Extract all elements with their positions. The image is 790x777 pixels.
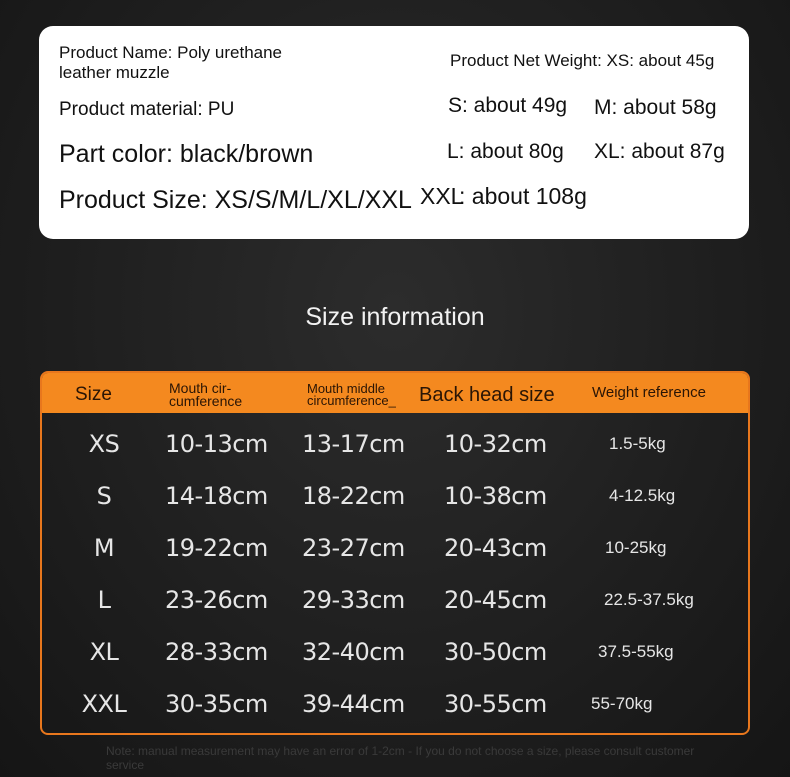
header-weight: Weight reference — [592, 384, 706, 401]
net-weight-title: Product Net Weight: XS: about 45g — [450, 51, 715, 70]
mouth-cell: 14-18cm — [165, 482, 268, 510]
product-name-line2: leather muzzle — [59, 63, 170, 82]
weight-xxl: : about 108g — [459, 183, 587, 209]
size-cell: S — [96, 482, 112, 510]
part-color: Part color: black/brown — [59, 140, 314, 168]
header-back-head: Back head size — [419, 384, 555, 406]
mouth-cell: 10-13cm — [165, 430, 268, 458]
weight-cell: 55-70kg — [591, 694, 653, 713]
size-cell: M — [93, 534, 115, 562]
back-cell: 20-43cm — [444, 534, 547, 562]
measurement-note: Note: manual measurement may have an error of 1-2cm - If you do not choose a size, please consult customer service — [106, 744, 695, 772]
weight-xl: XL: about 87g — [594, 140, 725, 163]
weight-cell: 4-12.5kg — [609, 486, 676, 505]
mouth-cell: 28-33cm — [165, 638, 268, 666]
mouth-cell: 30-35cm — [165, 690, 268, 718]
header-mouth-line2: cumference — [169, 393, 243, 409]
header-middle-line2: circumference_ — [307, 393, 396, 408]
size-cell: XXL — [81, 690, 127, 718]
middle-cell: 23-27cm — [302, 534, 405, 562]
weight-cell: 10-25kg — [605, 538, 667, 557]
back-cell: 10-38cm — [444, 482, 547, 510]
weight-cell: 37.5-55kg — [598, 642, 674, 661]
header-size: Size — [75, 384, 112, 405]
size-table — [40, 371, 750, 735]
middle-cell: 18-22cm — [302, 482, 405, 510]
size-cell: XL — [89, 638, 119, 666]
size-cell: XS — [88, 430, 120, 458]
middle-cell: 39-44cm — [302, 690, 405, 718]
product-size: Product Size: XS/S/M/L/XL/XXL — [59, 186, 412, 214]
product-info-card — [39, 26, 749, 239]
size-cell: L — [97, 586, 111, 614]
middle-cell: 32-40cm — [302, 638, 405, 666]
back-cell: 30-50cm — [444, 638, 547, 666]
product-name-line1: Product Name: Poly urethane — [59, 43, 283, 62]
back-cell: 20-45cm — [444, 586, 547, 614]
weight-cell: 1.5-5kg — [609, 434, 666, 453]
mouth-cell: 23-26cm — [165, 586, 268, 614]
table-header — [42, 373, 748, 413]
middle-cell: 29-33cm — [302, 586, 405, 614]
weight-cell: 22.5-37.5kg — [604, 590, 694, 609]
back-cell: 30-55cm — [444, 690, 547, 718]
product-material: Product material: PU — [59, 99, 235, 120]
section-title: Size information — [305, 303, 485, 331]
weight-l: L: about 80g — [447, 140, 564, 163]
back-cell: 10-32cm — [444, 430, 547, 458]
middle-cell: 13-17cm — [302, 430, 405, 458]
weight-m: M: about 58g — [594, 96, 717, 119]
header-middle-line1: Mouth middle — [307, 381, 386, 396]
mouth-cell: 19-22cm — [165, 534, 268, 562]
header-mouth-line1: Mouth cir- — [169, 380, 232, 396]
weight-s: S: about 49g — [448, 94, 568, 117]
weight-xxl-prefix: XXL — [420, 183, 464, 209]
